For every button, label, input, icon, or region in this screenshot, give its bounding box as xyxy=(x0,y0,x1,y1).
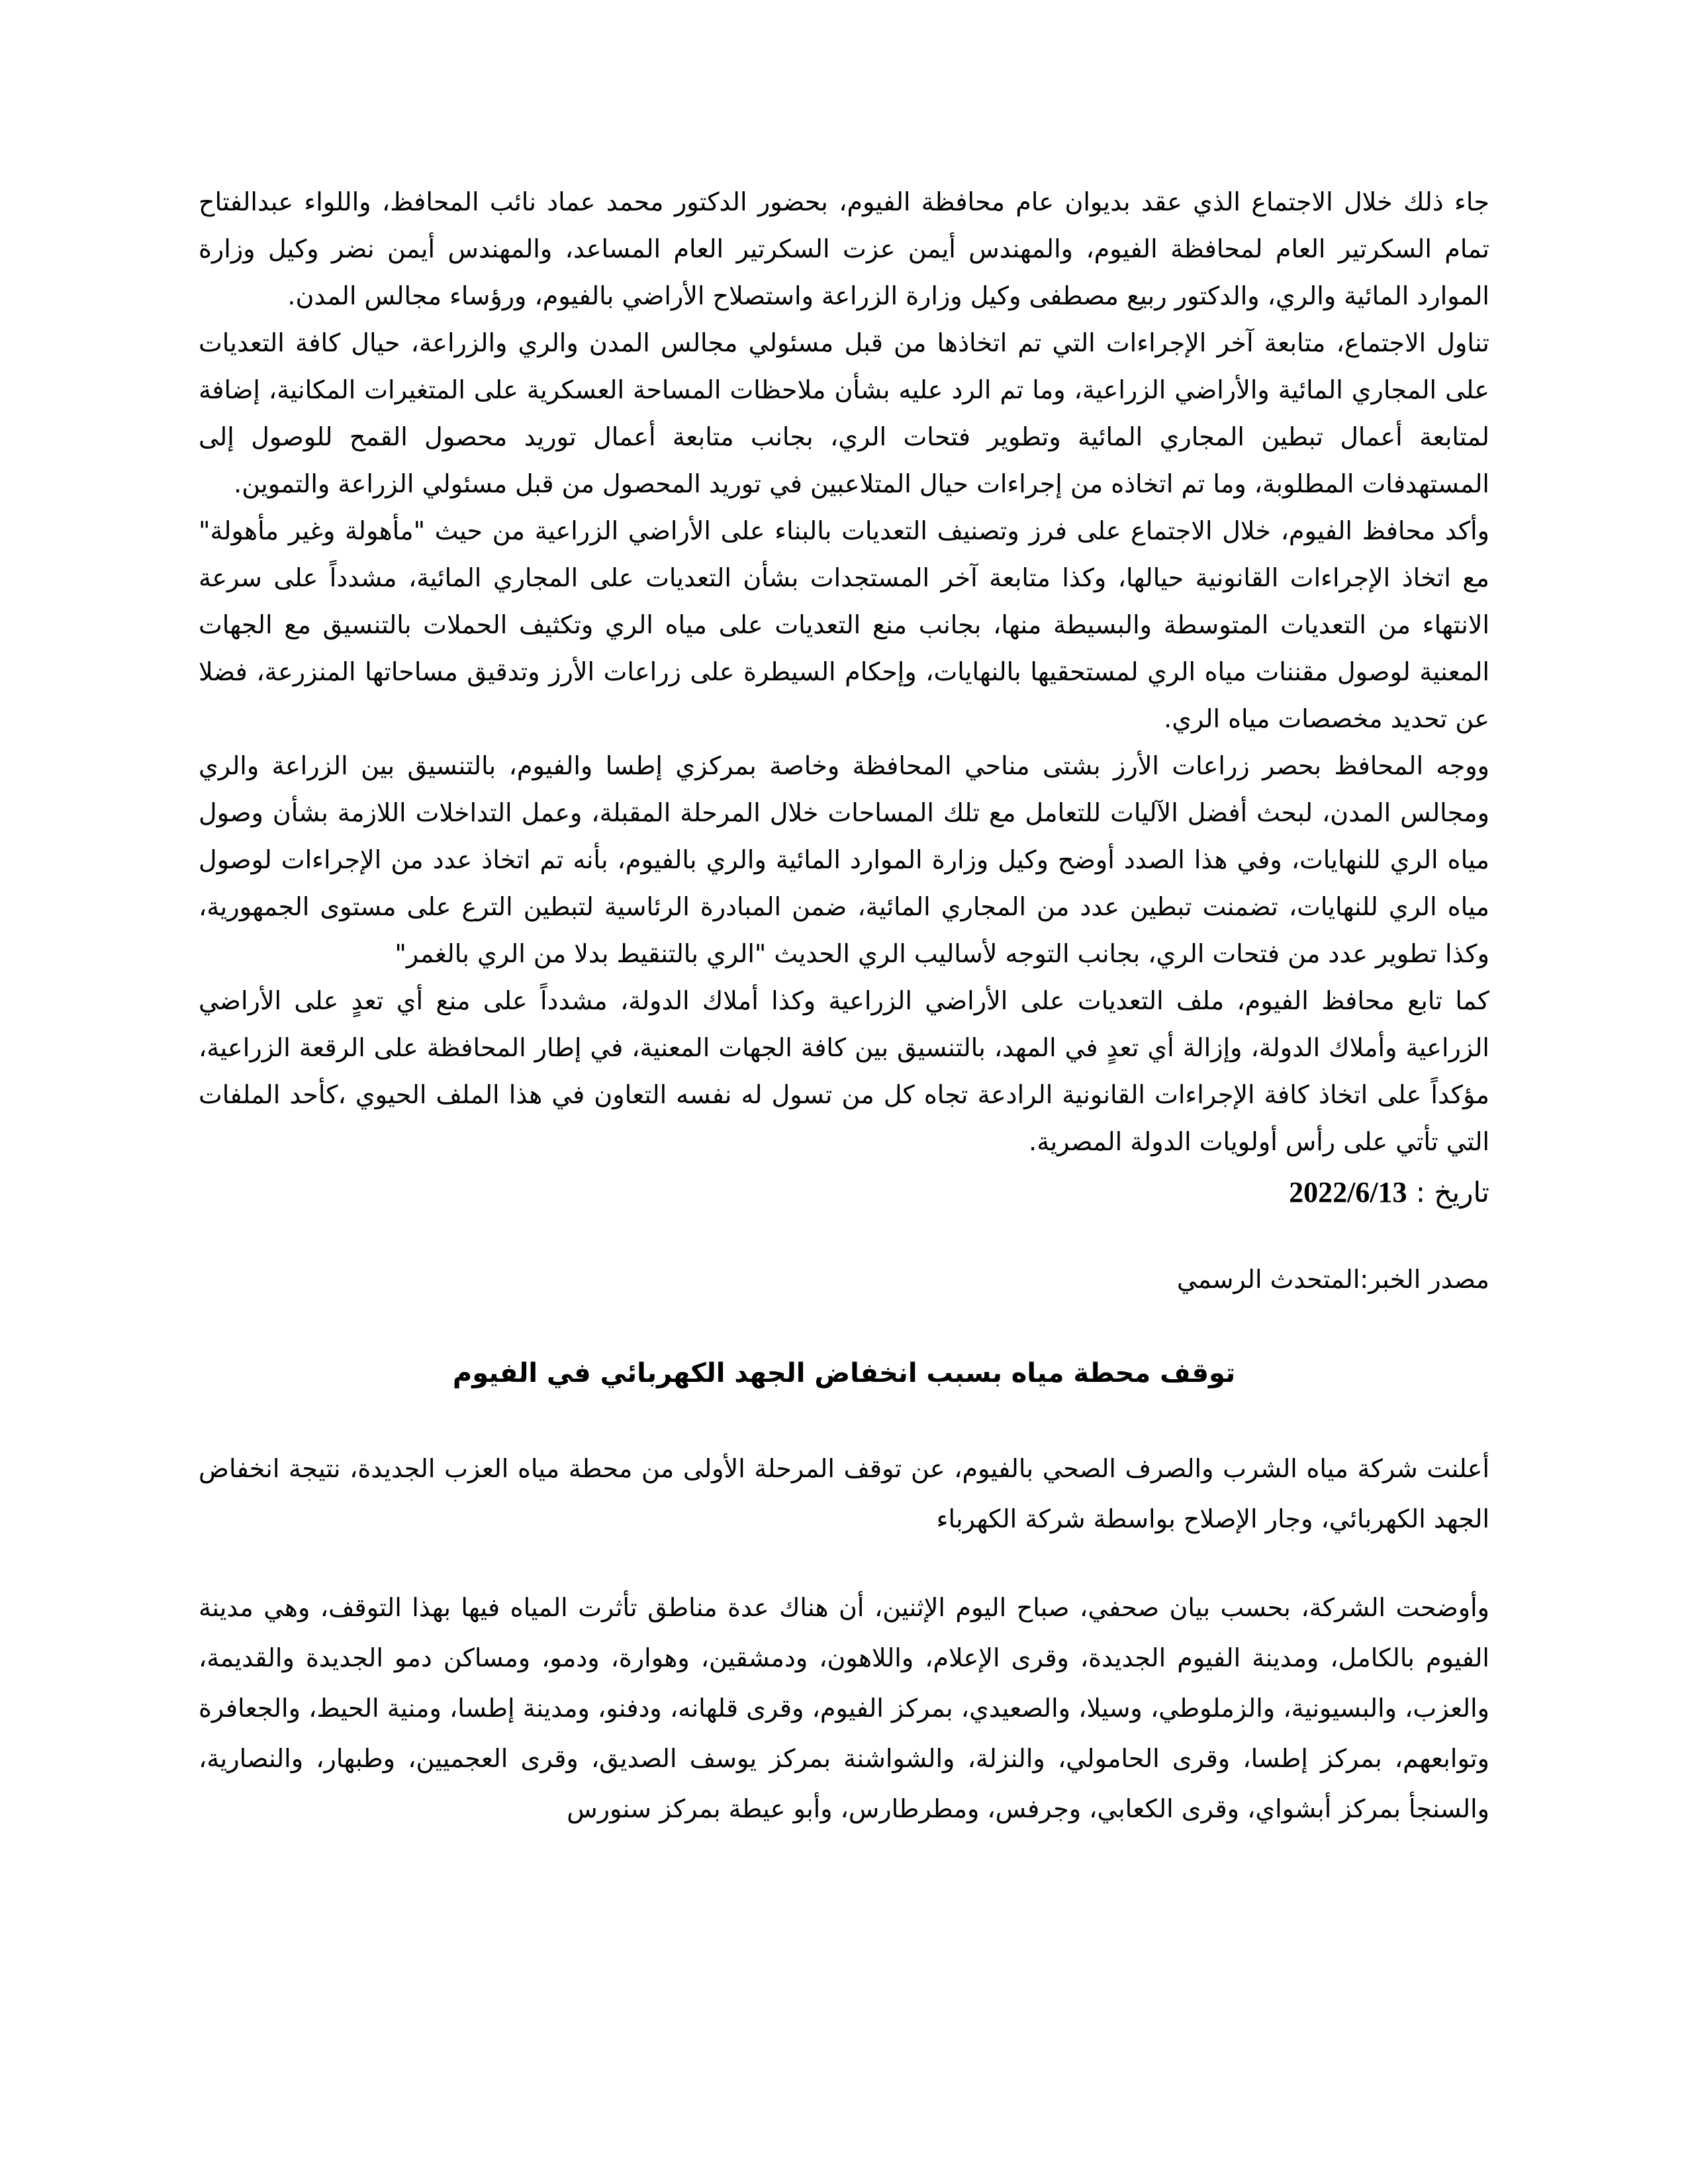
paragraph-station-shutdown: أعلنت شركة مياه الشرب والصرف الصحي بالفيوم، عن توقف المرحلة الأولى من محطة مياه العزب الجديدة، نتيجة انخفاض الجهد الكهربائي، وجار الإصلاح بواسطة شركة الكهرباء xyxy=(199,1454,1489,1533)
document-page xyxy=(199,179,1489,1834)
paragraph-affected-areas: وأوضحت الشركة، بحسب بيان صحفي، صباح اليوم الإثنين، أن هناك عدة مناطق تأثرت المياه فيها بهذا التوقف، وهي مدينة الفيوم بالكامل، ومدينة الفيوم الجديدة، وقرى الإعلام، واللاهون، ودمشقين، وهوارة، ودمو، ومساكن دمو الجديدة والقديمة، والعزب، والبسيونية، والزملوطي، وسيلا، والصعيدي، بمركز الفيوم، وقرى قلهانه، ودفنو، ومدينة إطسا، ومنية الحيط، والجعافرة وتوابعهم، بمركز إطسا، وقرى الحامولي، والنزلة، والشواشنة بمركز يوسف الصديق، وقرى العجميين، وطبهار، والنصارية، والسنجأ بمركز أبشواي، وقرى الكعابي، وجرفس، ومطرطارس، وأبو عيطة بمركز سنورس xyxy=(199,1593,1489,1823)
date-label: تاريخ : xyxy=(1415,1176,1489,1208)
paragraph-rice-crops: ووجه المحافظ بحصر زراعات الأرز بشتى مناحي المحافظة وخاصة بمركزي إطسا والفيوم، بالتنسيق بين الزراعة والري ومجالس المدن، لبحث أفضل الآليات للتعامل مع تلك المساحات خلال المرحلة المقبلة، وعمل التداخلات اللازمة بشأن وصول مياه الري للنهايات، وفي هذا الصدد أوضح وكيل وزارة الموارد المائية والري بالفيوم، بأنه تم اتخاذ عدد من الإجراءات لوصول مياه الري للنهايات، تضمنت تبطين عدد من المجاري المائية، ضمن المبادرة الرئاسية لتبطين الترع على مستوى الجمهورية، وكذا تطوير عدد من فتحات الري، بجانب التوجه لأساليب الري الحديث "الري بالتنقيط بدلا من الري بالغمر" xyxy=(199,751,1489,968)
article-continuation xyxy=(199,179,1489,1299)
paragraph-governor-directives: وأكد محافظ الفيوم، خلال الاجتماع على فرز وتصنيف التعديات بالبناء على الأراضي الزراعية من حيث "مأهولة وغير مأهولة" مع اتخاذ الإجراءات القانونية حيالها، وكذا متابعة آخر المستجدات بشأن التعديات على المجاري المائية، مشدداً على سرعة الانتهاء من التعديات المتوسطة والبسيطة منها، بجانب منع التعديات على مياه الري وتكثيف الحملات بالتنسيق مع الجهات المعنية لوصول مقننات مياه الري لمستحقيها بالنهايات، وإحكام السيطرة على زراعات الأرز وتدقيق مساحاتها المنزرعة، فضلا عن تحديد مخصصات مياه الري. xyxy=(199,516,1489,733)
article-title: توقف محطة مياه بسبب انخفاض الجهد الكهربائي في الفيوم xyxy=(452,1358,1236,1388)
date-value: 2022/6/13 xyxy=(1289,1176,1407,1208)
paragraph-meeting-attendees: جاء ذلك خلال الاجتماع الذي عقد بديوان عام محافظة الفيوم، بحضور الدكتور محمد عماد نائب المحافظ، واللواء عبدالفتاح تمام السكرتير العام لمحافظة الفيوم، والمهندس أيمن عزت السكرتير العام المساعد، والمهندس أيمن نضر وكيل وزارة الموارد المائية والري، والدكتور ربيع مصطفى وكيل وزارة الزراعة واستصلاح الأراضي بالفيوم، ورؤساء مجالس المدن. xyxy=(199,187,1489,310)
water-station-article xyxy=(199,1443,1489,1834)
date-line xyxy=(199,1172,1489,1213)
paragraph-encroachments: كما تابع محافظ الفيوم، ملف التعديات على الأراضي الزراعية وكذا أملاك الدولة، مشدداً على منع أي تعدٍ على الأراضي الزراعية وأملاك الدولة، وإزالة أي تعدٍ في المهد، بالتنسيق بين كافة الجهات المعنية، في إطار المحافظة على الرقعة الزراعية، مؤكداً على اتخاذ كافة الإجراءات القانونية الرادعة تجاه كل من تسول له نفسه التعاون في هذا الملف الحيوي ،كأحد الملفات التي تأتي على رأس أولويات الدولة المصرية. xyxy=(199,986,1489,1156)
paragraph-meeting-agenda: تناول الاجتماع، متابعة آخر الإجراءات التي تم اتخاذها من قبل مسئولي مجالس المدن والري والزراعة، حيال كافة التعديات على المجاري المائية والأراضي الزراعية، وما تم الرد عليه بشأن ملاحظات المساحة العسكرية على المتغيرات المكانية، إضافة لمتابعة أعمال تبطين المجاري المائية وتطوير فتحات الري، بجانب متابعة أعمال توريد محصول القمح للوصول إلى المستهدفات المطلوبة، وما تم اتخاذه من إجراءات حيال المتلاعبين في توريد المحصول من قبل مسئولي الزراعة والتموين. xyxy=(199,328,1489,498)
news-source: مصدر الخبر:المتحدث الرسمي xyxy=(1176,1265,1489,1294)
